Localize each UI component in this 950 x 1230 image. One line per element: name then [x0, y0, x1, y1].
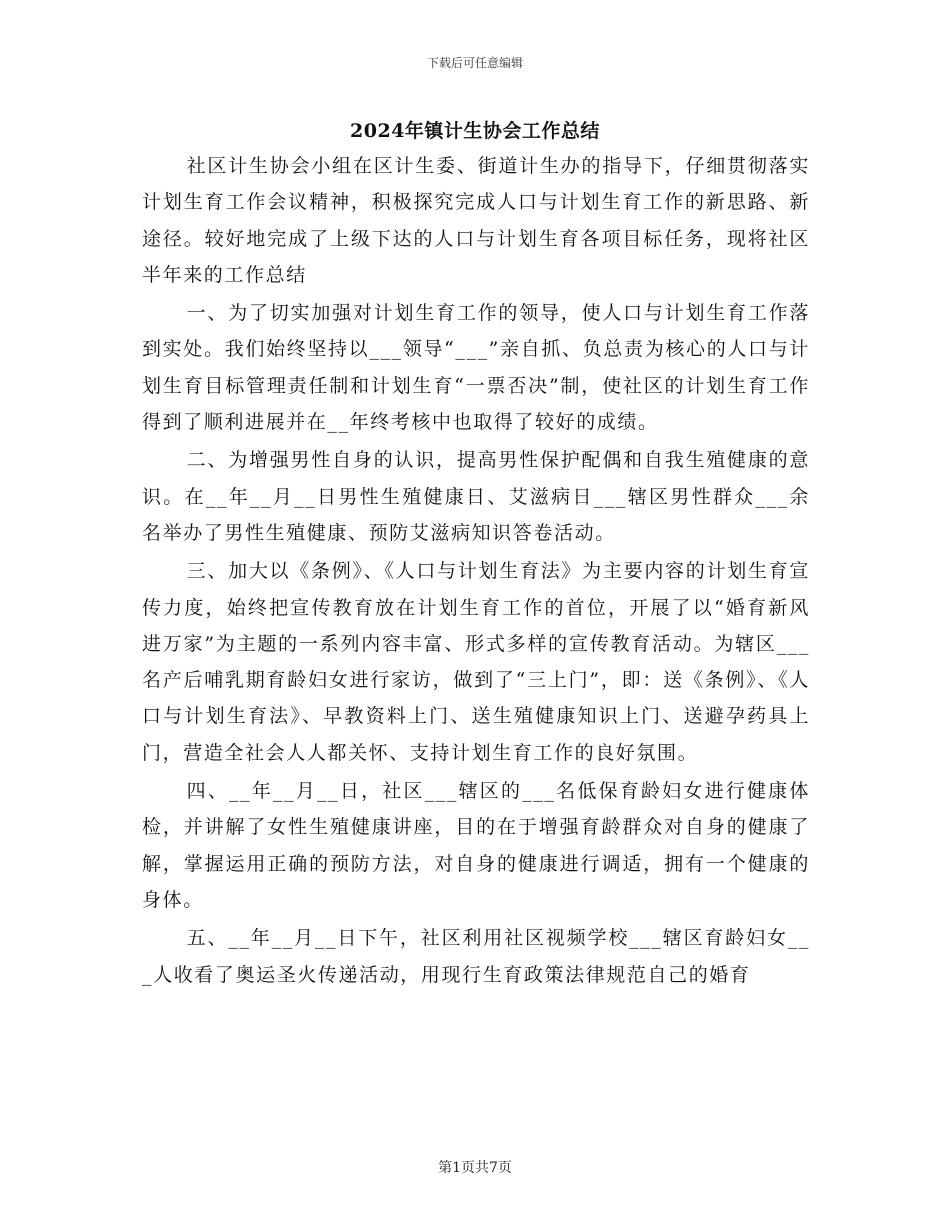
- paragraph-intro: 社区计生协会小组在区计生委、街道计生办的指导下，仔细贯彻落实计划生育工作会议精神，积极探究完成人口与计划生育工作的新思路、新途径。较好地完成了上级下达的人口与计划生育各项目标任务，现将社区半年来的工作总结: [142, 155, 810, 286]
- page-number-footer: 第1页共7页: [438, 1160, 512, 1176]
- page-header-note: 下载后可任意编辑: [426, 56, 523, 70]
- paragraph-section-1: 一、为了切实加强对计划生育工作的领导，使人口与计划生育工作落到实处。我们始终坚持以___领导“___”亲自抓、负总责为核心的人口与计划生育目标管理责任制和计划生育“一票否决”制，使社区的计划生育工作得到了顺利进展并在__年终考核中也取得了较好的成绩。: [142, 302, 810, 434]
- paragraph-section-2: 二、为增强男性自身的认识，提高男性保护配偶和自我生殖健康的意识。在__年__月__日男性生殖健康日、艾滋病日___辖区男性群众___余名举办了男性生殖健康、预防艾滋病知识答卷活动。: [142, 449, 810, 544]
- document-title: 2024年镇计生协会工作总结: [350, 120, 600, 142]
- paragraph-section-3: 三、加大以《条例》、《人口与计划生育法》为主要内容的计划生育宣传力度，始终把宣传教育放在计划生育工作的首位，开展了以“婚育新风进万家”为主题的一系列内容丰富、形式多样的宣传教育活动。为辖区___名产后哺乳期育龄妇女进行家访，做到了“三上门”，即：送《条例》、《人口与计划生育法》、早教资料上门、送生殖健康知识上门、送避孕药具上门，营造全社会人人都关怀、支持计划生育工作的良好氛围。: [142, 560, 810, 764]
- document-body: [142, 148, 810, 995]
- paragraph-section-4: 四、__年__月__日，社区___辖区的___名低保育龄妇女进行健康体检，并讲解了女性生殖健康讲座，目的在于增强育龄群众对自身的健康了解，掌握运用正确的预防方法，对自身的健康进行调适，拥有一个健康的身体。: [142, 780, 810, 911]
- paragraph-section-5: 五、__年__月__日下午，社区利用社区视频学校___辖区育龄妇女___人收看了奥运圣火传递活动，用现行生育政策法律规范自己的婚育: [142, 927, 810, 986]
